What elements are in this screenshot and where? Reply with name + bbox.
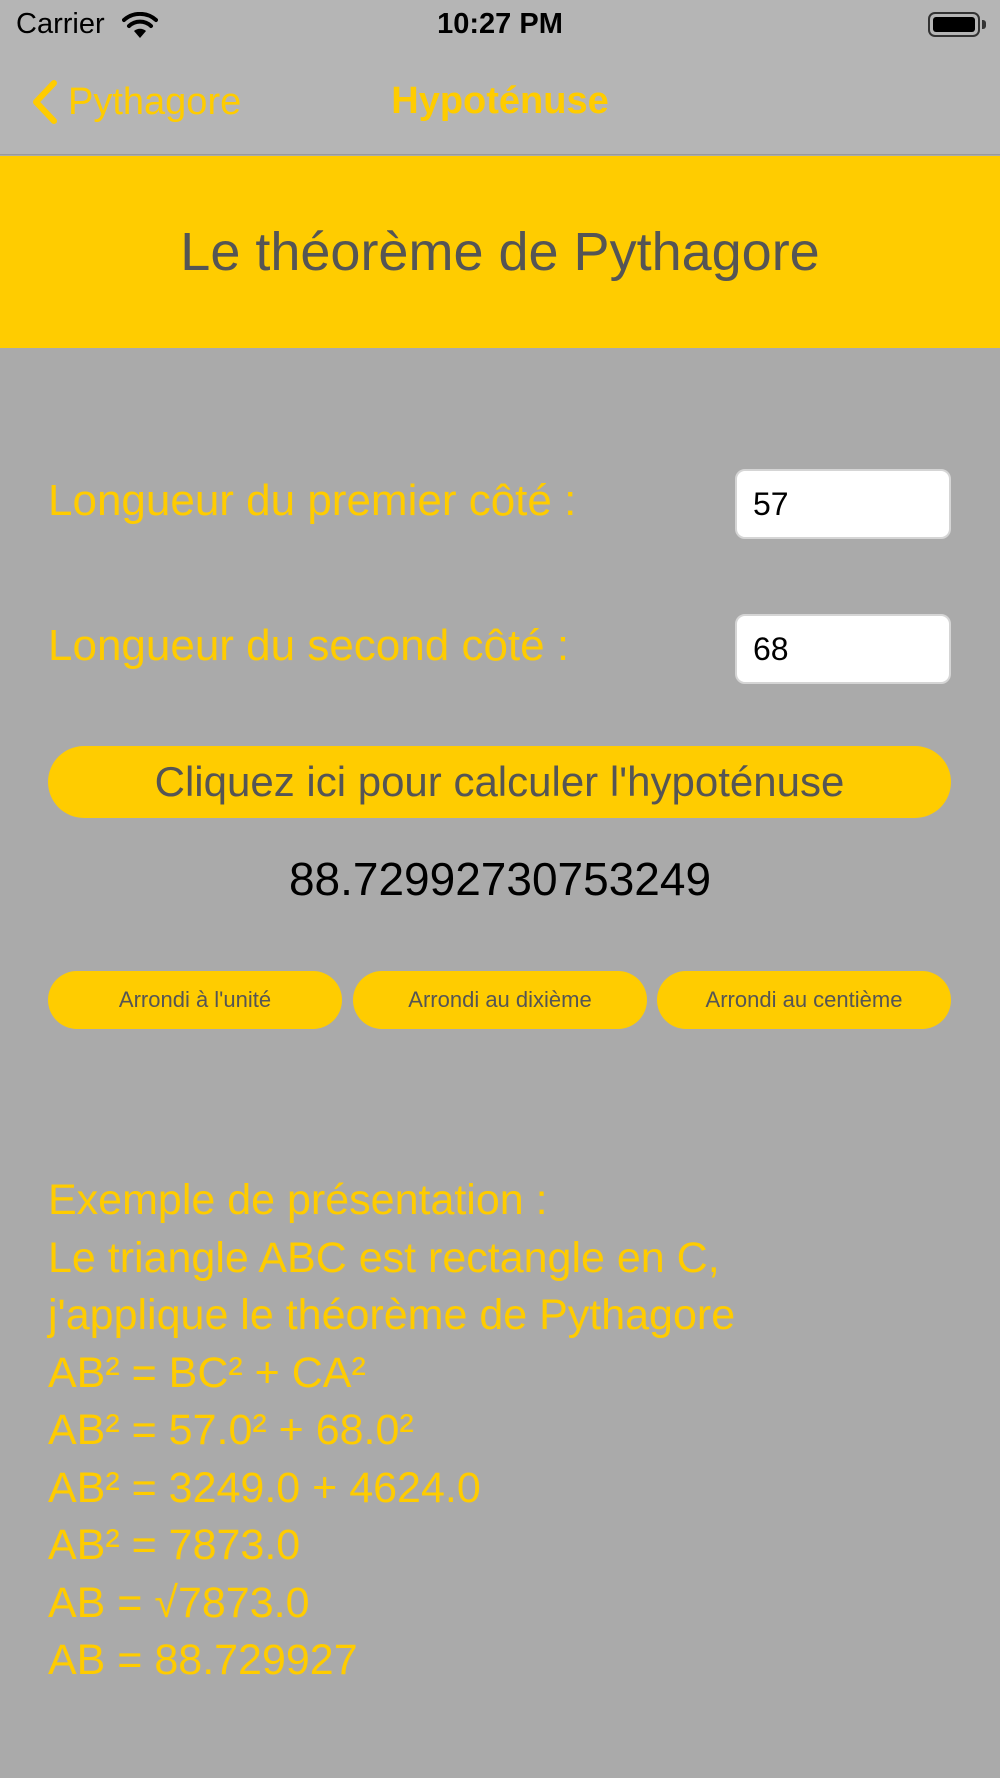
page-title: Le théorème de Pythagore [180,222,820,282]
second-side-label: Longueur du second côté : [48,621,570,670]
example-line: AB = √7873.0 [48,1578,310,1627]
back-button-label: Pythagore [68,80,242,123]
nav-title: Hypoténuse [391,80,609,122]
example-line: AB² = 7873.0 [48,1521,301,1569]
header-banner [0,156,1000,348]
status-bar [0,0,1000,50]
example-line: Le triangle ABC est rectangle en C, [48,1233,720,1282]
example-presentation [48,1172,968,1690]
round-tenth-button[interactable]: Arrondi au dixième [353,971,647,1029]
example-line: AB² = 57.0² + 68.0² [48,1406,414,1454]
round-hundredth-button[interactable]: Arrondi au centième [657,971,951,1029]
carrier-label: Carrier [16,8,105,40]
example-line: j'applique le théorème de Pythagore [48,1291,736,1339]
battery-icon [928,12,980,37]
result-value: 88.72992730753249 [288,853,712,905]
navigation-bar [0,50,1000,155]
status-time: 10:27 PM [437,8,563,40]
second-side-input[interactable] [735,614,951,684]
example-line: AB² = BC² + CA² [48,1348,366,1397]
calculate-hypotenuse-button[interactable]: Cliquez ici pour calculer l'hypoténuse [48,746,951,818]
battery-tip [982,20,986,29]
example-line: Exemple de présentation : [48,1176,548,1224]
round-unit-button[interactable]: Arrondi à l'unité [48,971,342,1029]
first-side-label: Longueur du premier côté : [48,476,577,525]
first-side-input[interactable] [735,469,951,539]
example-line: AB = 88.729927 [48,1636,358,1684]
example-line: AB² = 3249.0 + 4624.0 [48,1463,481,1512]
